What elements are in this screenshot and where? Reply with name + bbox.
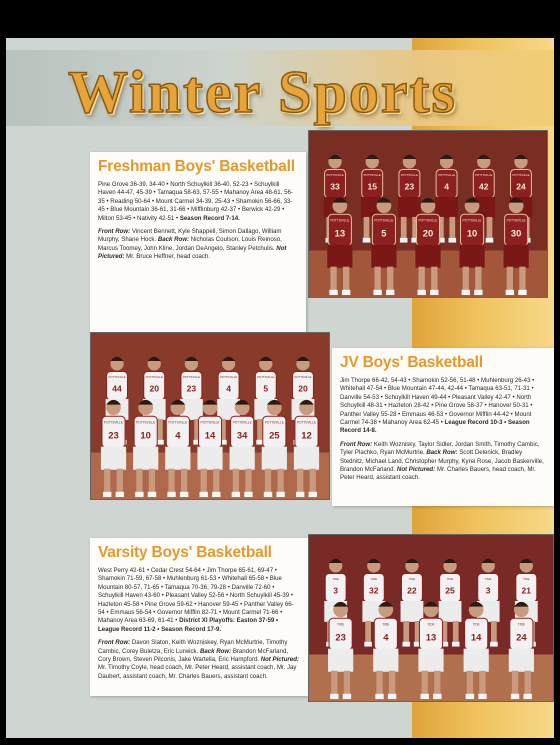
jersey-word: POTTSVILLE [330,218,350,223]
jersey-word: POTTSVILLE [219,375,238,380]
jv-roster: Front Row: Keith Woznisky, Taylor Sidler, Jordan Smith, Timothy Cambic, Tyler Plachko, Ryan McMurtrie. Back Row: Scott Delenick, Bradley Stednitz, Michael Land, Christopher Murphy, Kyrei Rose, Jacob Baskerville, Brandon McFarland. Not Pictured: Mr. Charles Bauers, head coach, Mr. Peter Heard, assistant coach. [340,440,544,482]
jersey-number: 33 [330,181,340,192]
jersey-number: 20 [422,228,434,240]
varsity-team-photo [308,534,554,702]
jersey-word: TIDE [370,577,378,582]
varsity-roster: Front Row: Davon Slaton, Keith Wozniskey, Ryan McMurtrie, Timothy Cambic, Corey Buletza, Eric Lurwick. Back Row: Brandon McFarland, Cory Brown, Steven Pilconis, Jake Wartella, Eric Hampford. Not Pictured: Mr. Timothy Coyle, head coach, Mr. Peter Heard, assistant coach, Mr. Jay Daubert, assistant coach, Mr. Charles Bauers, assistant coach. [98,639,299,680]
jersey-word: POTTSVILLE [200,420,220,425]
freshman-roster: Front Row: Vincent Bennett, Kyle Shappell, Simon Dallago, William Murphy, Shane Hock. Back Row: Nicholas Coulson, Louis Reinoso, Marcus Toomey, John Kline, Jordan DeAngelo, Stanley Petchulis. Not Pictured: Mr. Bruce Heffner, head coach. [98,228,287,261]
varsity-record: League Record 11-2 • Season Record 17-9. [98,625,222,633]
jersey-word: POTTSVILLE [145,375,163,380]
jersey-number: 3 [333,585,339,596]
jersey-word: POTTSVILLE [374,218,394,223]
jv-team-photo [90,332,330,500]
jersey-word: POTTSVILLE [182,375,201,380]
jv-heading: JV Boys' Basketball [340,354,483,371]
jersey-number: 23 [186,383,197,394]
jersey-word: POTTSVILLE [264,420,284,425]
jersey-number: 10 [140,430,151,442]
title-band [6,50,554,126]
jersey-word: POTTSVILLE [418,218,438,223]
jersey-number: 13 [425,632,437,644]
jersey-word: POTTSVILLE [475,173,493,178]
freshman-heading: Freshman Boys' Basketball [98,158,295,175]
jersey-number: 30 [510,228,522,240]
jersey-word: POTTSVILLE [168,420,188,425]
jersey-number: 34 [236,430,248,442]
jersey-number: 4 [444,181,449,192]
jersey-word: TIDE [523,577,530,582]
jersey-number: 23 [108,430,119,442]
jersey-number: 21 [521,585,532,596]
varsity-text-card [90,538,308,696]
jv-record: League Record 10-3 • Season Record 14-8. [340,419,530,435]
jersey-word: POTTSVILLE [257,375,275,380]
jersey-number: 32 [369,585,379,596]
jersey-number: 13 [334,228,346,240]
page-title: Winter Sports [68,59,457,125]
jv-scores: Jim Thorpe 66-42, 54-43 • Shamokin 52-56, 51-48 • Muhlenburg 26-43 • Whitehall 47-54 • Blue Mountain 47-44, 42-44 • Tamaqua 63-51, 71-31 • Danville 54-53 • Schuylkill Haven 49-44 • Pleasant Valley 42-47 • North Schuylkill 48-31 • Hazleton 28-42 • Pine Grove 58-37 • Hanover 50-31 • Panther Valley 55-28 • Emmaus 46-53 • Governor Mifflin 44-42 • Mount Carmel 74-38 • Mahanoy Area 62-45 • League Record 10-3 • Season Record 14-8. [340,377,535,435]
jersey-word: TIDE [446,577,454,582]
jersey-word: POTTSVILLE [294,375,312,380]
jersey-number: 25 [269,430,280,442]
jersey-number: 5 [263,383,269,394]
jersey-word: POTTSVILLE [400,173,419,178]
jersey-number: 24 [516,632,527,644]
jersey-number: 5 [381,228,387,240]
jersey-number: 23 [404,181,415,192]
jersey-number: 25 [445,585,455,596]
jersey-word: POTTSVILLE [512,173,530,178]
varsity-playoffs: District XI Playoffs: Easton 37-59 • [179,617,279,625]
jersey-number: 15 [367,181,377,192]
jersey-number: 4 [175,430,181,442]
jersey-number: 12 [301,430,312,442]
jersey-word: POTTSVILLE [136,420,156,425]
jersey-word: TIDE [332,577,339,582]
jv-text-card [332,348,554,506]
jersey-word: TIDE [472,622,480,627]
jersey-word: POTTSVILLE [506,218,526,223]
jersey-word: TIDE [427,622,435,627]
jersey-number: 10 [466,228,478,240]
yearbook-page [6,38,554,738]
jersey-number: 23 [335,632,346,644]
jersey-number: 20 [298,383,308,394]
varsity-heading: Varsity Boys' Basketball [98,544,272,561]
jersey-word: POTTSVILLE [296,420,317,425]
freshman-team-photo [308,130,548,298]
jersey-number: 3 [485,585,491,596]
jersey-word: POTTSVILLE [232,420,252,425]
jersey-number: 44 [112,383,122,394]
freshman-text-card [90,152,306,334]
jersey-number: 4 [383,632,389,644]
jersey-number: 24 [516,181,526,192]
varsity-scores: West Perry 42-61 • Cedar Crest 54-64 • Jim Thorpe 65-61, 69-47 • Shamokin 71-59, 67-58 • Muhlenburg 61-53 • Whitehall 65-58 • Blue Mountain 80-57, 71-65 • Tamaqua 70-36, 79-28 • Danville 72-60 • Schuylkill Haven 43-60 • Pleasant Valley 52-56 • North Schuylkill 45-39 • Hazleton 45-58 • Pine Grove 59-62 • Hanover 59-45 • Panther Valley 66-54 • Emmaus 56-54 • Governor Mifflin 82-71 • Mount Carmel 71-66 • Mahanoy Area 63-69, 61-41 • District XI Playoffs: Easton 37-59 • League Record 11-2 • Season Record 17-9. [98,567,294,633]
jersey-word: TIDE [382,622,390,627]
jersey-word: POTTSVILLE [462,218,482,223]
jersey-word: TIDE [337,622,345,627]
jersey-word: TIDE [484,577,492,582]
jersey-word: TIDE [517,622,525,627]
jersey-number: 4 [226,383,231,394]
jersey-number: 20 [149,383,159,394]
freshman-scores: Pine Grove 36-39, 34-40 • North Schuylkill 36-40, 52-23 • Schuylkill Haven 44-47, 45-39 • Tamaqua 58-63, 57-55 • Mahanoy Area 48-61, 56-35 • Reading 50-64 • Mount Carmel 34-39, 25-43 • Shamokin 56-66, 33-45 • Blue Mountain 36-61, 31-66 • Mifflinburg 42-37 • Berwick 42-29 • Milton 53-45 • Nativity 42-51 • Season Record 7-14. [98,181,293,222]
freshman-record: Season Record 7-14. [179,214,240,222]
jersey-word: TIDE [408,577,416,582]
jersey-word: POTTSVILLE [437,173,456,178]
jersey-word: POTTSVILLE [363,173,381,178]
jersey-word: POTTSVILLE [108,375,126,380]
jersey-number: 14 [204,430,216,442]
jersey-word: POTTSVILLE [103,420,124,425]
jersey-word: POTTSVILLE [326,173,344,178]
jersey-number: 22 [407,585,417,596]
jersey-number: 14 [470,632,482,644]
jersey-number: 42 [479,181,489,192]
